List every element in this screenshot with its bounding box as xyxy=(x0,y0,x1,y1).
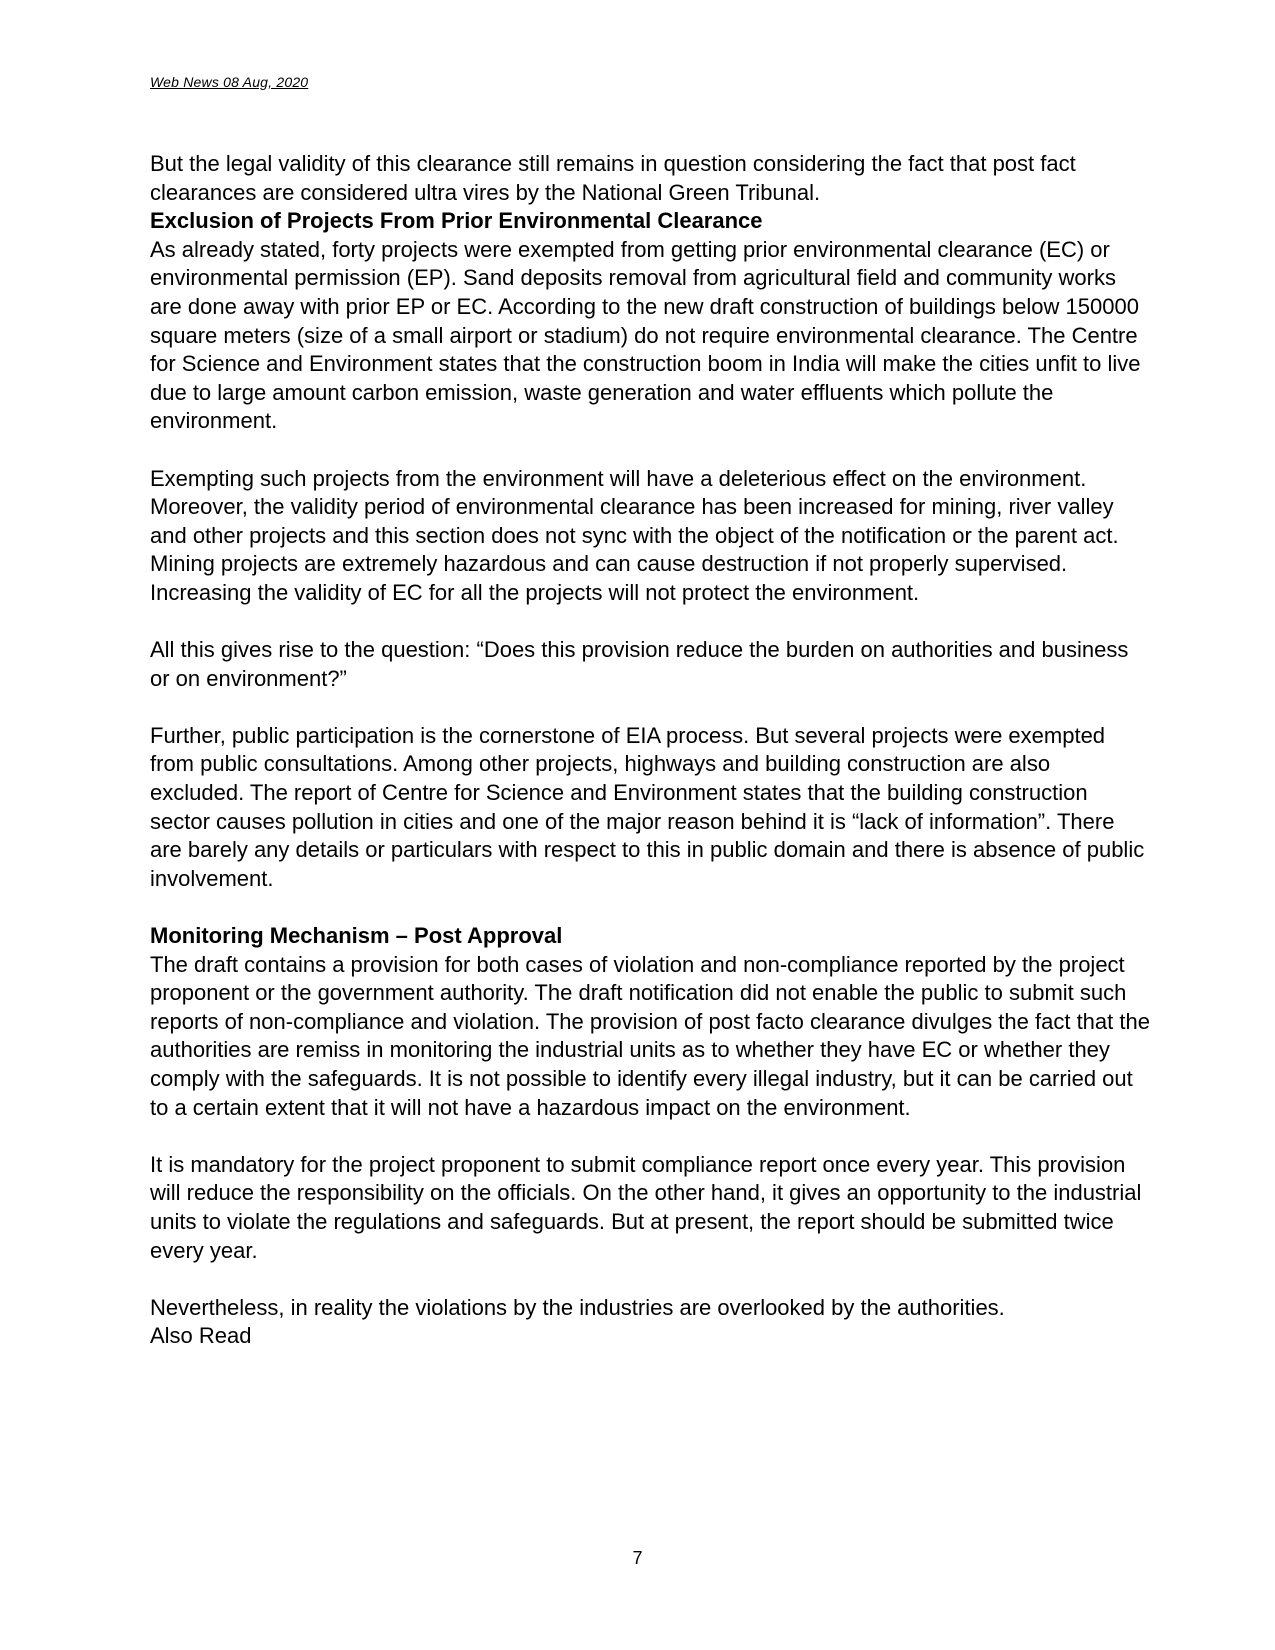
document-body xyxy=(150,150,1150,1351)
section-heading-exclusion: Exclusion of Projects From Prior Environmental Clearance xyxy=(150,208,763,234)
page-number: 7 xyxy=(632,1548,643,1568)
paragraph-deleterious-effect: Exempting such projects from the environment will have a deleterious effect on the environment. xyxy=(150,465,1087,491)
also-read-link[interactable]: Also Read xyxy=(150,1323,252,1349)
section-heading-monitoring: Monitoring Mechanism – Post Approval xyxy=(150,923,563,949)
page-header: Web News 08 Aug, 2020 xyxy=(150,74,309,90)
paragraph-legal-validity: But the legal validity of this clearance still remains in question considering the fact that post fact clearances are considered ultra vires by the National Green Tribunal. xyxy=(150,151,1076,205)
paragraph-question: All this gives rise to the question: “Does this provision reduce the burden on authorities and business or on environment?” xyxy=(150,637,1129,691)
paragraph-validity-period: Moreover, the validity period of environmental clearance has been increased for mining, river valley and other projects and this section does not sync with the object of the notification or the parent act. Mining projects are extremely hazardous and can cause destruction if not properly supervised. Increasing the validity of EC for all the projects will not protect the environment. xyxy=(150,494,1119,605)
paragraph-violations-overlooked: Nevertheless, in reality the violations by the industries are overlooked by the authorities. xyxy=(150,1294,1005,1320)
paragraph-draft-provision: The draft contains a provision for both cases of violation and non-compliance reported by the project proponent or the government authority. The draft notification did not enable the public to submit such reports of non-compliance and violation. The provision of post facto clearance divulges the fact that the authorities are remiss in monitoring the industrial units as to whether they have EC or whether they comply with the safeguards. It is not possible to identify every illegal industry, but it can be carried out to a certain extent that it will not have a hazardous impact on the environment. xyxy=(150,951,1150,1120)
paragraph-exempted-projects: As already stated, forty projects were exempted from getting prior environmental clearance (EC) or environmental permission (EP). Sand deposits removal from agricultural field and community works are done away with prior EP or EC. According to the new draft construction of buildings below 150000 square meters (size of a small airport or stadium) do not require environmental clearance. The Centre for Science and Environment states that the construction boom in India will make the cities unfit to live due to large amount carbon emission, waste generation and water effluents which pollute the environment. xyxy=(150,236,1141,434)
paragraph-compliance-report: It is mandatory for the project proponent to submit compliance report once every year. This provision will reduce the responsibility on the officials. On the other hand, it gives an opportunity to the industrial units to violate the regulations and safeguards. But at present, the report should be submitted twice every year. xyxy=(150,1151,1142,1263)
paragraph-public-participation: Further, public participation is the cornerstone of EIA process. But several projects were exempted from public consultations. Among other projects, highways and building construction are also excluded. The report of Centre for Science and Environment states that the building construction sector causes pollution in cities and one of the major reason behind it is “lack of information”. There are barely any details or particulars with respect to this in public domain and there is absence of public involvement. xyxy=(150,722,1145,891)
